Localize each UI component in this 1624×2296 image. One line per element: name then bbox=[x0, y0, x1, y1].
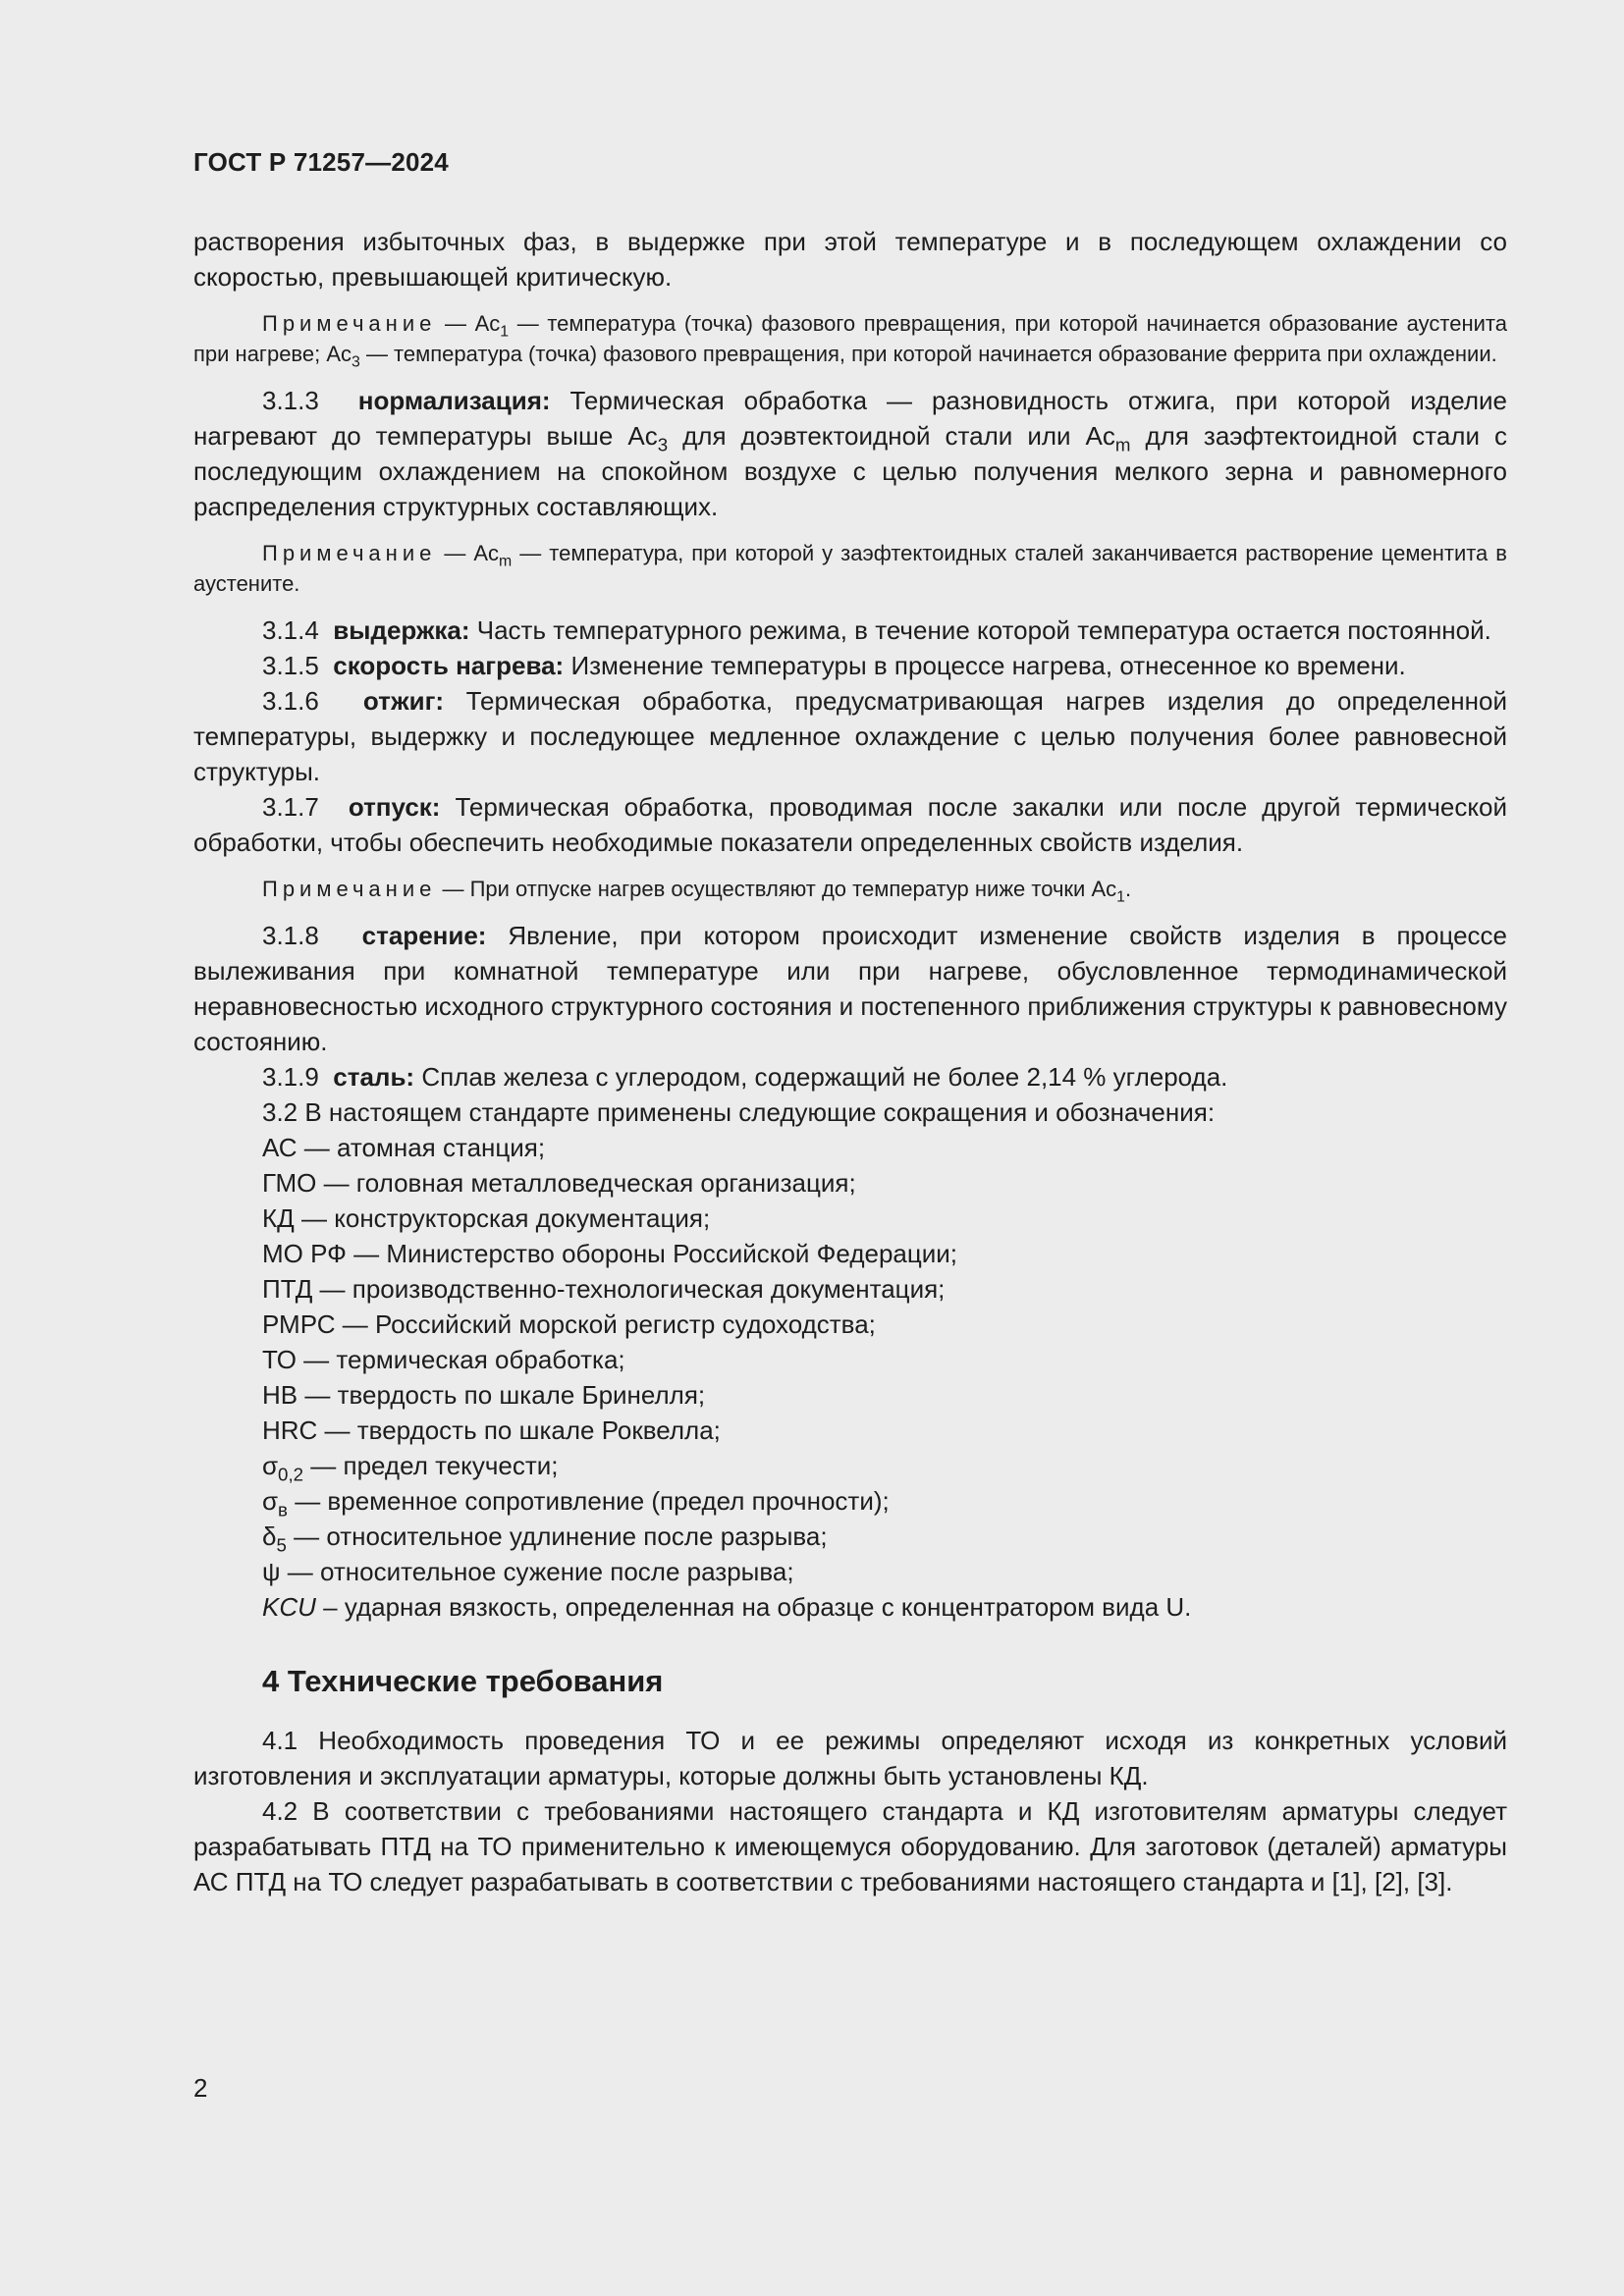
list-item: РМРС — Российский морской регистр судоходства; bbox=[262, 1309, 876, 1339]
page-content bbox=[193, 224, 1507, 1899]
list-item: КД — конструкторская документация; bbox=[262, 1203, 711, 1233]
abbreviation-list bbox=[193, 1130, 1507, 1625]
term-3-1-6: 3.1.6 отжиг: Термическая обработка, предусматривающая нагрев изделия до определенной температуры, выдержку и последующее медленное охлаждение с целью получения более равновесной структуры. bbox=[193, 686, 1507, 786]
list-item: $\sigma_в$ — временное сопротивление (предел прочности); bbox=[262, 1486, 890, 1521]
note-label: Примечание bbox=[262, 541, 437, 565]
term-name: отжиг: bbox=[362, 686, 445, 716]
section-4-title: 4 Технические требования bbox=[262, 1664, 664, 1698]
term-name: сталь: bbox=[333, 1062, 415, 1092]
term-name: старение: bbox=[361, 921, 487, 950]
term-3-1-3: 3.1.3 нормализация: Термическая обработка — разновидность отжига, при которой изделие нагревают до температуры выше $Ас_3$ для доэвтектоидной стали или $Ас_m$ для заэфтектоидной стали с последующим охлаждением на спокойном воздухе с целью получения мелкого зерна и равномерного распределения структурных составляющих. bbox=[193, 386, 1507, 521]
list-item: МО РФ — Министерство обороны Российской Федерации; bbox=[262, 1239, 958, 1268]
list-item: ПТД — производственно-технологическая документация; bbox=[262, 1274, 946, 1304]
paragraph-4-1: 4.1 Необходимость проведения ТО и ее режимы определяют исходя из конкретных условий изготовления и эксплуатации арматуры, которые должны быть установлены КД. bbox=[193, 1726, 1507, 1790]
list-item: $\sigma_{0,2}$ — предел текучести; bbox=[262, 1451, 559, 1485]
page-number: 2 bbox=[193, 2073, 208, 2103]
intro-paragraph: растворения избыточных фаз, в выдержке при этой температуре и в последующем охлаждении со скоростью, превышающей критическую. bbox=[193, 227, 1507, 292]
term-name: нормализация: bbox=[357, 386, 551, 415]
section-3-2: 3.2 В настоящем стандарте применены следующие сокращения и обозначения: bbox=[262, 1097, 1216, 1127]
term-3-1-9: 3.1.9 сталь: Сплав железа с углеродом, содержащий не более 2,14 % углерода. bbox=[262, 1062, 1228, 1092]
note-label: Примечание bbox=[262, 877, 437, 901]
term-3-1-5: 3.1.5 скорость нагрева: Изменение температуры в процессе нагрева, отнесенное ко времени. bbox=[262, 651, 1406, 680]
term-3-1-8: 3.1.8 старение: Явление, при котором происходит изменение свойств изделия в процессе вылеживания при комнатной температуре или при нагреве, обусловленное термодинамической неравновесностью исходного структурного состояния и постепенного приближения структуры к равновесному состоянию. bbox=[193, 921, 1507, 1056]
list-item: НВ — твердость по шкале Бринелля; bbox=[262, 1380, 706, 1410]
list-item: ГМО — головная металловедческая организация; bbox=[262, 1168, 856, 1198]
term-name: выдержка: bbox=[333, 615, 470, 645]
list-item: АС — атомная станция; bbox=[262, 1133, 546, 1162]
list-item: KCU – ударная вязкость, определенная на образце с концентратором вида U. bbox=[262, 1592, 1192, 1622]
paragraph-4-2: 4.2 В соответствии с требованиями настоящего стандарта и КД изготовителям арматуры следует разрабатывать ПТД на ТО применительно к имеющемуся оборудованию. Для заготовок (деталей) арматуры АС ПТД на ТО следует разрабатывать в соответствии с требованиями настоящего стандарта и [1], [2], [3]. bbox=[193, 1796, 1507, 1896]
list-item: $\delta_5$ — относительное удлинение после разрыва; bbox=[262, 1522, 828, 1556]
document-header: ГОСТ Р 71257—2024 bbox=[193, 147, 449, 177]
list-item: HRC — твердость по шкале Роквелла; bbox=[262, 1415, 721, 1445]
note-3: Примечание — При отпуске нагрев осуществляют до температур ниже точки $Ас_1$. bbox=[262, 877, 1132, 906]
list-item: ψ — относительное сужение после разрыва; bbox=[262, 1557, 794, 1586]
term-name: отпуск: bbox=[348, 792, 441, 822]
note-2: Примечание — $Ас_m$ — температура, при которой у заэфтектоидных сталей заканчивается растворение цементита в аустените. bbox=[193, 541, 1507, 596]
note-label: Примечание bbox=[262, 311, 437, 336]
note-1: Примечание — $Ас_1$ — температура (точка) фазового превращения, при которой начинается образование аустенита при нагреве; $Ас_3$ — температура (точка) фазового превращения, при которой начинается образование феррита при охлаждении. bbox=[193, 311, 1507, 371]
list-item: ТО — термическая обработка; bbox=[262, 1345, 625, 1374]
term-name: скорость нагрева: bbox=[333, 651, 565, 680]
term-3-1-7: 3.1.7 отпуск: Термическая обработка, проводимая после закалки или после другой термической обработки, чтобы обеспечить необходимые показатели определенных свойств изделия. bbox=[193, 792, 1507, 857]
term-3-1-4: 3.1.4 выдержка: Часть температурного режима, в течение которой температура остается постоянной. bbox=[262, 615, 1491, 645]
